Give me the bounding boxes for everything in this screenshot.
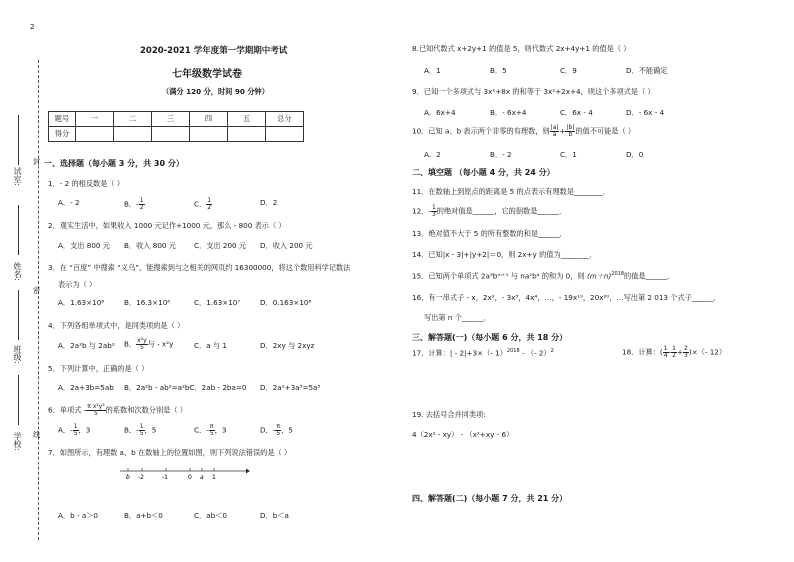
seal-mark: 封 [33,157,41,166]
q8-option-d: D．不能确定 [626,66,668,75]
q1-option-b: B．- $\frac{1}{2}$ [124,197,144,211]
q6-option-d: D．- $\frac{\pi}{5}$ ，5 [260,423,293,437]
q5-option-a: A．2a+3b=5ab [58,383,114,392]
q10-option-a: A．2 [424,150,441,159]
exam-subtitle: （满分 120 分，时间 90 分钟） [162,87,269,96]
label-a: a [200,474,204,481]
seal-mark: 密 [33,286,41,295]
score-cell [228,127,266,142]
question-2: 2．观实生活中，如果收入 1000 元记作+1000 元，那么 - 800 表示（ ） [48,221,286,230]
q2-option-a: A．支出 800 元 [58,241,110,250]
score-header-cell: 一 [76,112,114,127]
question-11: 11．在数轴上到原点的距离是 5 的点表示有理数是________． [412,187,610,196]
question-13: 13．绝对值不大于 5 的所有整数的和是______． [412,229,567,238]
q1-option-a: A．- 2 [58,198,80,207]
q7-option-a: A．b - a＞0 [58,511,98,520]
question-8: 8.已知代数式 x+2y+1 的值是 5，则代数式 2x+4y+1 的值是（ ） [412,44,631,53]
number-line-arrow [246,469,250,474]
label-0: 0 [188,474,192,481]
question-17: 17．计算：| - 2|+3×（- 1）$^{2018}$ - （- 2）$^2$ [412,348,554,358]
q3-option-a: A．1.63×10⁸ [58,298,105,307]
question-19-title: 19. 去括号合并同类项: [412,410,486,419]
q8-option-c: C．9 [560,66,577,75]
q4-option-c: C．a 与 1 [194,341,227,350]
section-fill-heading: 二、填空题 （每小题 4 分，共 24 分） [412,168,555,177]
question-3-line1: 3．在 “百度” 中搜索 “义乌”，能搜索到与之相关的网页约 16300000，将这个数用科学记数法 [48,263,351,272]
score-header-cell: 五 [228,112,266,127]
score-cell [76,127,114,142]
q7-option-d: D．b＜a [260,511,289,520]
question-14: 14．已知|x - 3|+|y+2|＝0，则 2x+y 的值为________． [412,250,597,259]
score-header-cell: 题号 [49,112,76,127]
label-school: 学校: [13,432,22,451]
label-b: b [126,474,130,481]
question-16-line1: 16．有一串式子 - x，2x²，- 3x³，4x⁴，…，- 19x¹⁹，20x²⁰，…写出第 2 013 个式子______． [412,293,721,302]
score-cell [190,127,228,142]
label-exam-room: 试室: [13,167,22,186]
question-19-expr: 4（2x² - xy） - （x²+xy - 6） [412,430,514,439]
question-12: 12．- $\frac{1}{3}$ 的绝对值是______，它的倒数是______． [412,204,567,218]
label-minus2: -2 [138,474,144,481]
score-header-cell: 总分 [266,112,304,127]
q2-option-b: B．收入 800 元 [124,241,176,250]
blank-line [18,115,19,165]
question-7: 7．如图所示，有理数 a，b 在数轴上的位置如图，则下列说法错误的是（ ） [48,448,292,457]
binding-line [38,60,39,540]
q4-option-a: A．2a²b 与 2ab² [58,341,115,350]
q3-option-c: C．1.63×10⁷ [194,298,241,307]
q1-option-c: C． $\frac{1}{2}$ [194,197,212,211]
question-1: 1．- 2 的相反数是（ ） [48,179,125,188]
q8-option-b: B．5 [490,66,507,75]
section-choice-heading: 一、选择题（每小题 3 分，共 30 分） [44,159,184,168]
question-4: 4．下列各组单项式中，是同类项的是（ ） [48,321,185,330]
q6-option-c: C．- $\frac{\pi}{5}$ ，3 [194,423,227,437]
q10-option-c: C．1 [560,150,577,159]
q3-option-d: D．0.163×10⁸ [260,298,312,307]
seal-mark: 线 [33,430,41,439]
question-3-line2: 表示为（ ） [58,280,97,289]
section-answer2-heading: 四、解答题(二)（每小题 7 分，共 21 分） [412,494,568,503]
q5-option-d: D．2a²+3a³=5a⁵ [260,383,321,392]
blank-line [18,375,19,425]
exam-year-title: 2020-2021 学年度第一学期期中考试 [140,46,288,56]
q4-option-b: B． $\frac{\text{x²y}}{5}$ 与 - x²y [124,337,174,351]
exam-subject-title: 七年级数学试卷 [172,69,242,80]
score-header-cell: 三 [152,112,190,127]
q5-option-bc: B．2a²b - ab²=a²bC．2ab - 2ba=0 [124,383,247,392]
page-number: 2 [30,22,35,31]
q4-option-d: D．2xy 与 2xyz [260,341,315,350]
q3-option-b: B．16.3×10⁶ [124,298,171,307]
question-10: 10．已知 a、b 表示两个非零的有理数，则 $\frac{|a|}{a}$ + $\frac{|b|}{b}$ 的值不可能是（ ） [412,124,636,138]
number-line-figure [118,463,250,489]
label-class: 班级: [13,345,22,364]
q9-option-c: C．6x - 4 [560,108,593,117]
label-name: 姓名: [13,262,22,281]
q2-option-c: C．支出 200 元 [194,241,247,250]
q7-option-c: C．ab＜0 [194,511,227,520]
question-9: 9．已知一个多项式与 3x²+8x 的和等于 3x²+2x+4，则这个多项式是（ ） [412,87,655,96]
q8-option-a: A．1 [424,66,441,75]
question-16-line2: 写出第 n 个______． [424,313,491,322]
q6-option-b: B．- $\frac{1}{5}$ ，5 [124,423,157,437]
q1-option-d: D．2 [260,198,278,207]
score-cell [114,127,152,142]
question-15: 15．已知两个单项式 2a³bᵐ⁺¹ 与 na²b⁴ 的和为 0，则 $(m+n)^{2018}$的值是______． [412,271,675,281]
question-18: 18．计算：( $\frac{1}{4}$ - $\frac{1}{2}$ + $\frac{2}{3}$ )×（- 12） [622,345,727,359]
label-minus1: -1 [162,474,168,481]
score-header-cell: 四 [190,112,228,127]
q10-option-d: D．0 [626,150,644,159]
q9-option-d: D．- 6x - 4 [626,108,665,117]
question-5: 5．下列计算中，正确的是（ ） [48,364,149,373]
score-cell [152,127,190,142]
q10-option-b: B．- 2 [490,150,512,159]
q9-option-b: B．- 6x+4 [490,108,527,117]
score-table [48,111,304,142]
score-cell [266,127,304,142]
question-6: 6．单项式 - $\frac{\text{π x²y³}}{5}$ 的系数和次数分别是（ ） [48,403,187,417]
q7-option-b: B．a+b＜0 [124,511,163,520]
q2-option-d: D．收入 200 元 [260,241,313,250]
q9-option-a: A．6x+4 [424,108,456,117]
section-answer1-heading: 三、解答题(一)（每小题 6 分，共 18 分） [412,333,568,342]
label-1: 1 [212,474,216,481]
score-header-cell: 二 [114,112,152,127]
blank-line [18,290,19,340]
score-label-cell: 得分 [49,127,76,142]
blank-line [18,205,19,255]
q6-option-a: A．- $\frac{1}{5}$ ，3 [58,423,91,437]
